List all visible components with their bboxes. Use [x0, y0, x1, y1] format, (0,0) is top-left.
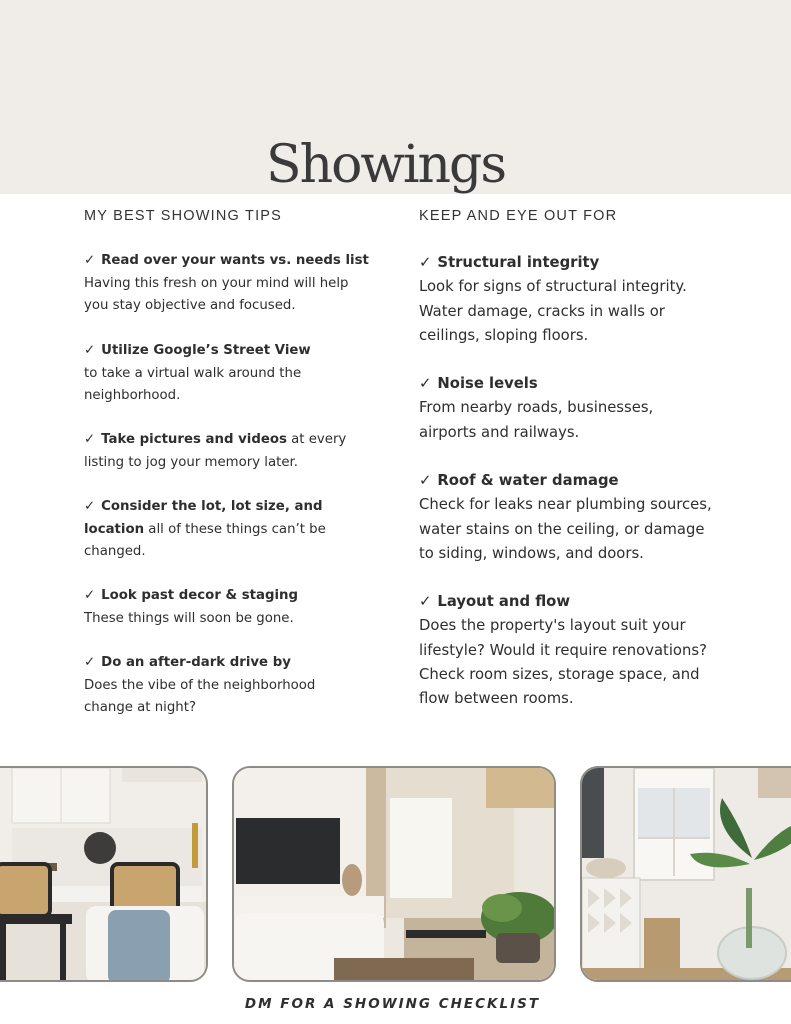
tip-text: listing to jog your memory later.: [84, 454, 299, 470]
tip-title: Take pictures and videos: [101, 432, 287, 447]
tip-noise-levels: [419, 372, 653, 445]
check-icon: ✓: [84, 432, 96, 447]
tip-pictures-videos: [84, 429, 346, 474]
tip-title: Layout and flow: [437, 593, 571, 610]
tip-text: lifestyle? Would it require renovations?: [419, 641, 707, 659]
tip-title-line2: location: [84, 521, 145, 537]
tip-text: you stay objective and focused.: [84, 298, 296, 313]
tip-text: Does the vibe of the neighborhood: [84, 677, 316, 693]
tip-text: changed.: [84, 544, 146, 559]
check-icon: ✓: [84, 343, 96, 358]
living-room-photo: [232, 766, 556, 982]
tip-text: From nearby roads, businesses,: [419, 399, 654, 417]
eye-out-column: [419, 206, 739, 708]
tip-text: ceilings, sloping floors.: [419, 326, 589, 344]
tip-text: change at night?: [84, 700, 197, 715]
tip-text: Does the property's layout suit your: [419, 617, 686, 635]
tip-text: These things will soon be gone.: [84, 610, 294, 626]
kitchen-illustration: [0, 768, 208, 982]
page-title: Showings: [265, 135, 506, 195]
tip-structural-integrity: [419, 251, 687, 348]
check-icon: ✓: [84, 655, 96, 670]
check-icon: ✓: [419, 472, 432, 489]
tip-lot-location: [84, 496, 326, 564]
tip-title: Look past decor & staging: [101, 588, 299, 603]
showing-tips-heading: MY BEST SHOWING TIPS: [84, 208, 283, 224]
tip-text: to siding, windows, and doors.: [419, 544, 644, 562]
living-room-illustration: [234, 768, 556, 982]
kitchen-photo: [0, 766, 208, 982]
tip-wants-needs: [84, 250, 369, 318]
eye-out-heading: KEEP AND EYE OUT FOR: [419, 208, 618, 224]
tip-text: Having this fresh on your mind will help: [84, 275, 349, 291]
tip-title-suffix: at every: [286, 432, 347, 447]
check-icon: ✓: [84, 588, 96, 603]
tip-title: Roof & water damage: [437, 472, 619, 489]
tip-text: flow between rooms.: [419, 690, 574, 708]
showing-tips-column: [84, 206, 384, 715]
interior-decor-photo: [580, 766, 791, 982]
tip-title: Read over your wants vs. needs list: [101, 253, 369, 268]
tip-title-suffix: all of these things can’t be: [144, 521, 326, 537]
check-icon: ✓: [419, 593, 432, 610]
tip-text: neighborhood.: [84, 388, 181, 403]
tip-decor-staging: [84, 585, 298, 630]
tip-text: Check for leaks near plumbing sources,: [419, 496, 712, 514]
tip-after-dark: [84, 652, 315, 720]
tip-roof-water: [419, 469, 712, 566]
check-icon: ✓: [84, 499, 96, 514]
interior-decor-illustration: [582, 768, 791, 982]
tip-layout-flow: [419, 590, 707, 711]
tip-text: water stains on the ceiling, or damage: [419, 520, 705, 538]
tip-title: Utilize Google’s Street View: [101, 343, 311, 358]
tip-title: Structural integrity: [437, 254, 600, 271]
tip-text: to take a virtual walk around the: [84, 365, 302, 381]
tip-text: Check room sizes, storage space, and: [419, 665, 700, 683]
check-icon: ✓: [84, 253, 96, 268]
footer-cta: DM FOR A SHOWING CHECKLIST: [244, 996, 541, 1012]
tip-text: airports and railways.: [419, 423, 580, 441]
tip-title: Do an after-dark drive by: [101, 655, 291, 670]
tip-street-view: [84, 340, 311, 408]
check-icon: ✓: [419, 375, 432, 392]
tip-text: Look for signs of structural integrity.: [419, 278, 687, 296]
check-icon: ✓: [419, 254, 432, 271]
tip-text: Water damage, cracks in walls or: [419, 302, 665, 320]
tip-title: Noise levels: [437, 375, 538, 392]
tip-title: Consider the lot, lot size, and: [101, 499, 323, 514]
